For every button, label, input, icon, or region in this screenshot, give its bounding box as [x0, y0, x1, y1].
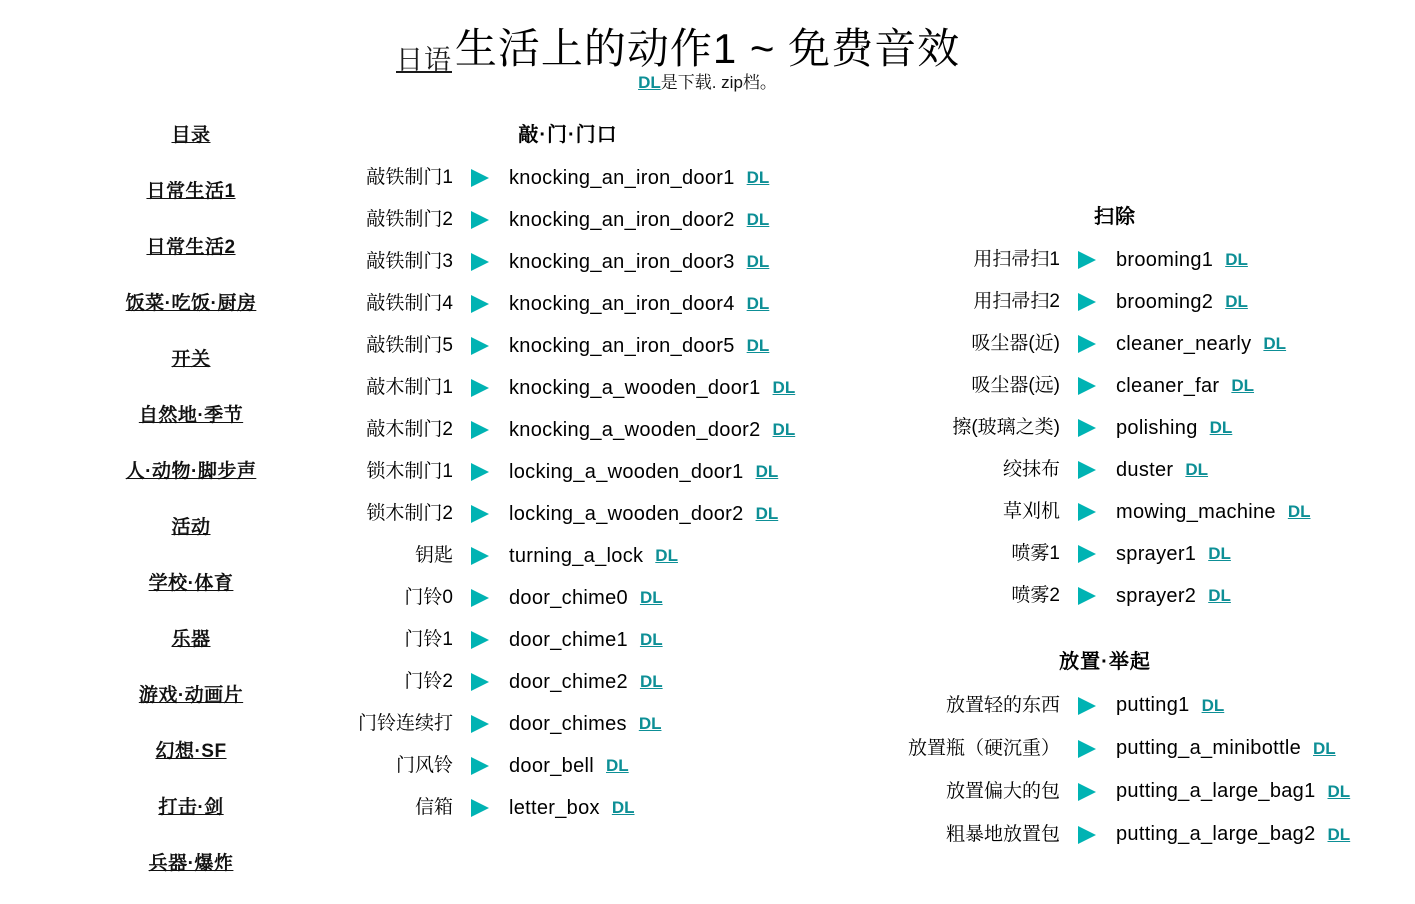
sidebar-item-switch[interactable]: 开关 [171, 349, 211, 370]
sidebar-item-instruments[interactable]: 乐器 [171, 629, 211, 650]
sound-row [880, 575, 1350, 617]
sound-label-en: cleaner_far [1116, 375, 1220, 397]
download-link[interactable]: DL [1231, 376, 1255, 395]
download-link[interactable]: DL [1225, 250, 1248, 269]
download-link[interactable]: DL [639, 630, 663, 649]
sound-row [318, 619, 818, 661]
download-link[interactable]: DL [1327, 782, 1351, 801]
sound-row [880, 491, 1350, 533]
sound-row [880, 533, 1350, 575]
download-link[interactable]: DL [1201, 696, 1225, 715]
sound-label-en: turning_a_lock [509, 545, 644, 567]
section-cleaning [880, 200, 1350, 617]
sound-row [318, 199, 818, 241]
sound-row [318, 409, 818, 451]
sound-label-en: brooming2 [1116, 291, 1214, 313]
sound-label-jp: 敲木制门2 [366, 419, 453, 440]
sound-label-jp: 绞抹布 [1002, 459, 1060, 480]
sidebar-item-weapons-explosion[interactable]: 兵器·爆炸 [148, 853, 234, 874]
sound-row [880, 365, 1350, 407]
sound-row [880, 407, 1350, 449]
sound-label-en: sprayer2 [1116, 585, 1197, 607]
sound-label-en: door_bell [509, 755, 594, 777]
sound-row [880, 281, 1350, 323]
sidebar-item-index[interactable]: 目录 [171, 125, 211, 146]
download-link[interactable]: DL [1208, 544, 1231, 563]
sound-label-jp: 锁木制门2 [366, 503, 453, 524]
sound-label-en: door_chimes [509, 713, 627, 735]
sound-label-jp: 敲铁制门1 [366, 167, 453, 188]
sound-label-en: door_chime2 [509, 671, 628, 693]
play-icon[interactable] [463, 756, 497, 776]
download-link[interactable]: DL [1313, 739, 1336, 758]
sidebar-item-people-animals-footsteps[interactable]: 人·动物·脚步声 [125, 461, 257, 482]
sound-label-jp: 门铃1 [404, 629, 453, 650]
sound-row [318, 367, 818, 409]
sound-label-jp: 放置瓶（硬沉重） [907, 738, 1060, 759]
play-icon[interactable] [463, 798, 497, 818]
download-link[interactable]: DL [746, 168, 770, 187]
sound-label-en: locking_a_wooden_door2 [509, 503, 744, 525]
play-icon[interactable] [1070, 502, 1104, 522]
sound-label-en: putting1 [1116, 694, 1190, 716]
sound-row [318, 661, 818, 703]
play-icon[interactable] [463, 252, 497, 272]
sound-label-en: polishing [1116, 417, 1198, 439]
download-link[interactable]: DL [772, 378, 796, 397]
sound-label-jp: 敲铁制门2 [366, 209, 453, 230]
sound-row [880, 323, 1350, 365]
sound-label-en: letter_box [509, 797, 600, 819]
sound-row [318, 787, 818, 829]
sound-label-jp: 用扫帚扫2 [973, 291, 1060, 312]
play-icon[interactable] [1070, 250, 1104, 270]
play-icon[interactable] [1070, 825, 1104, 845]
sound-label-en: knocking_an_iron_door3 [509, 251, 735, 273]
sound-row [880, 239, 1350, 281]
download-link[interactable]: DL [1263, 334, 1287, 353]
sound-row [318, 451, 818, 493]
download-link[interactable]: DL [639, 588, 663, 607]
sound-row [318, 577, 818, 619]
sound-label-jp: 喷雾1 [1011, 543, 1060, 564]
download-link[interactable]: DL [655, 546, 678, 565]
play-icon[interactable] [463, 546, 497, 566]
section-cleaning-title: 扫除 [1094, 206, 1136, 228]
sound-label-jp: 草刈机 [1002, 501, 1060, 522]
play-icon[interactable] [1070, 586, 1104, 606]
download-link[interactable]: DL [638, 714, 662, 733]
sound-label-en: knocking_an_iron_door4 [509, 293, 735, 315]
sound-label-jp: 信箱 [414, 797, 453, 818]
sound-label-jp: 吸尘器(远) [971, 375, 1060, 396]
sound-label-en: knocking_an_iron_door1 [509, 167, 735, 189]
sound-label-jp: 门铃连续打 [357, 713, 453, 734]
sidebar-nav [60, 120, 322, 904]
download-link[interactable]: DL [746, 336, 770, 355]
sound-label-en: putting_a_minibottle [1116, 737, 1302, 759]
sound-label-en: putting_a_large_bag2 [1116, 823, 1316, 845]
download-link[interactable]: DL [639, 672, 663, 691]
download-link[interactable]: DL [1185, 460, 1209, 479]
play-icon[interactable] [1070, 292, 1104, 312]
play-icon[interactable] [1070, 782, 1104, 802]
sound-label-en: knocking_a_wooden_door1 [509, 377, 761, 399]
sidebar-item-daily-life-2[interactable]: 日常生活2 [146, 237, 236, 258]
sidebar-item-hit-sword[interactable]: 打击·剑 [158, 797, 224, 818]
sidebar-item-games-anime[interactable]: 游戏·动画片 [138, 685, 244, 706]
play-icon[interactable] [463, 714, 497, 734]
sound-label-jp: 锁木制门1 [366, 461, 453, 482]
sound-label-en: locking_a_wooden_door1 [509, 461, 744, 483]
sound-label-jp: 门铃2 [404, 671, 453, 692]
play-icon[interactable] [463, 294, 497, 314]
download-link[interactable]: DL [755, 504, 779, 523]
sound-label-en: brooming1 [1116, 249, 1214, 271]
language-link[interactable]: 日语 [396, 45, 452, 75]
page-title: 生活上的动作1 ~ 免费音效 [454, 25, 961, 72]
play-icon[interactable] [463, 588, 497, 608]
download-link[interactable]: DL [1225, 292, 1248, 311]
sound-label-jp: 喷雾2 [1011, 585, 1060, 606]
sound-row [318, 535, 818, 577]
download-link[interactable]: DL [746, 294, 770, 313]
download-link[interactable]: DL [1287, 502, 1311, 521]
play-icon[interactable] [463, 630, 497, 650]
sound-row [318, 325, 818, 367]
sound-label-jp: 吸尘器(近) [971, 333, 1060, 354]
download-link[interactable]: DL [1327, 825, 1351, 844]
play-icon[interactable] [463, 168, 497, 188]
section-door-title: 敲·门·门口 [518, 124, 618, 146]
sound-label-jp: 用扫帚扫1 [973, 249, 1060, 270]
sidebar-item-fantasy-sf[interactable]: 幻想·SF [155, 741, 227, 762]
download-link[interactable]: DL [755, 462, 779, 481]
sound-label-jp: 门风铃 [395, 755, 453, 776]
sound-label-en: sprayer1 [1116, 543, 1197, 565]
play-icon[interactable] [1070, 739, 1104, 759]
sound-row [318, 283, 818, 325]
play-icon[interactable] [463, 210, 497, 230]
sound-label-jp: 敲铁制门5 [366, 335, 453, 356]
play-icon[interactable] [463, 378, 497, 398]
section-door [318, 118, 818, 829]
play-icon[interactable] [463, 336, 497, 356]
download-link[interactable]: DL [1208, 586, 1231, 605]
sound-label-en: knocking_an_iron_door2 [509, 209, 735, 231]
dl-legend-text: 是下载. zip档。 [660, 73, 777, 92]
play-icon[interactable] [463, 462, 497, 482]
sound-row [318, 493, 818, 535]
sound-row [318, 157, 818, 199]
sound-row [318, 241, 818, 283]
sidebar-item-food-kitchen[interactable]: 饭菜·吃饭·厨房 [125, 293, 257, 314]
download-note [0, 68, 1415, 93]
play-icon[interactable] [1070, 418, 1104, 438]
sound-row [845, 770, 1365, 813]
sound-row [880, 449, 1350, 491]
sound-label-en: knocking_an_iron_door5 [509, 335, 735, 357]
sound-label-en: duster [1116, 459, 1174, 481]
sound-label-en: knocking_a_wooden_door2 [509, 419, 761, 441]
sound-row [845, 684, 1365, 727]
section-placing [845, 645, 1365, 856]
page-header [0, 0, 1415, 100]
sound-row [318, 745, 818, 787]
sound-label-jp: 敲木制门1 [366, 377, 453, 398]
sound-label-jp: 放置轻的东西 [945, 695, 1060, 716]
download-link[interactable]: DL [1209, 418, 1233, 437]
play-icon[interactable] [463, 504, 497, 524]
play-icon[interactable] [1070, 696, 1104, 716]
play-icon[interactable] [463, 672, 497, 692]
play-icon[interactable] [463, 420, 497, 440]
download-link[interactable]: DL [606, 756, 629, 775]
sound-label-jp: 门铃0 [404, 587, 453, 608]
section-placing-title: 放置·举起 [1059, 651, 1151, 673]
download-link[interactable]: DL [746, 210, 770, 229]
sound-label-jp: 擦(玻璃之类) [952, 417, 1060, 438]
sound-label-jp: 粗暴地放置包 [945, 824, 1060, 845]
sidebar-item-daily-life-1[interactable]: 日常生活1 [146, 181, 236, 202]
sound-label-en: cleaner_nearly [1116, 333, 1252, 355]
play-icon[interactable] [1070, 334, 1104, 354]
sound-label-jp: 敲铁制门3 [366, 251, 453, 272]
download-link[interactable]: DL [772, 420, 796, 439]
play-icon[interactable] [1070, 376, 1104, 396]
download-link[interactable]: DL [746, 252, 770, 271]
sound-label-en: door_chime1 [509, 629, 628, 651]
sound-label-jp: 敲铁制门4 [366, 293, 453, 314]
sidebar-item-nature-season[interactable]: 自然地·季节 [138, 405, 244, 426]
sound-label-en: door_chime0 [509, 587, 628, 609]
sidebar-item-activity[interactable]: 活动 [171, 517, 211, 538]
sound-row [318, 703, 818, 745]
sound-label-en: mowing_machine [1116, 501, 1276, 523]
play-icon[interactable] [1070, 544, 1104, 564]
download-link[interactable]: DL [611, 798, 635, 817]
sidebar-item-school-sports[interactable]: 学校·体育 [148, 573, 234, 594]
sound-label-jp: 放置偏大的包 [945, 781, 1060, 802]
dl-legend-link[interactable]: DL [638, 73, 661, 92]
sound-label-en: putting_a_large_bag1 [1116, 780, 1316, 802]
sound-label-jp: 钥匙 [414, 545, 453, 566]
sound-row [845, 727, 1365, 770]
play-icon[interactable] [1070, 460, 1104, 480]
